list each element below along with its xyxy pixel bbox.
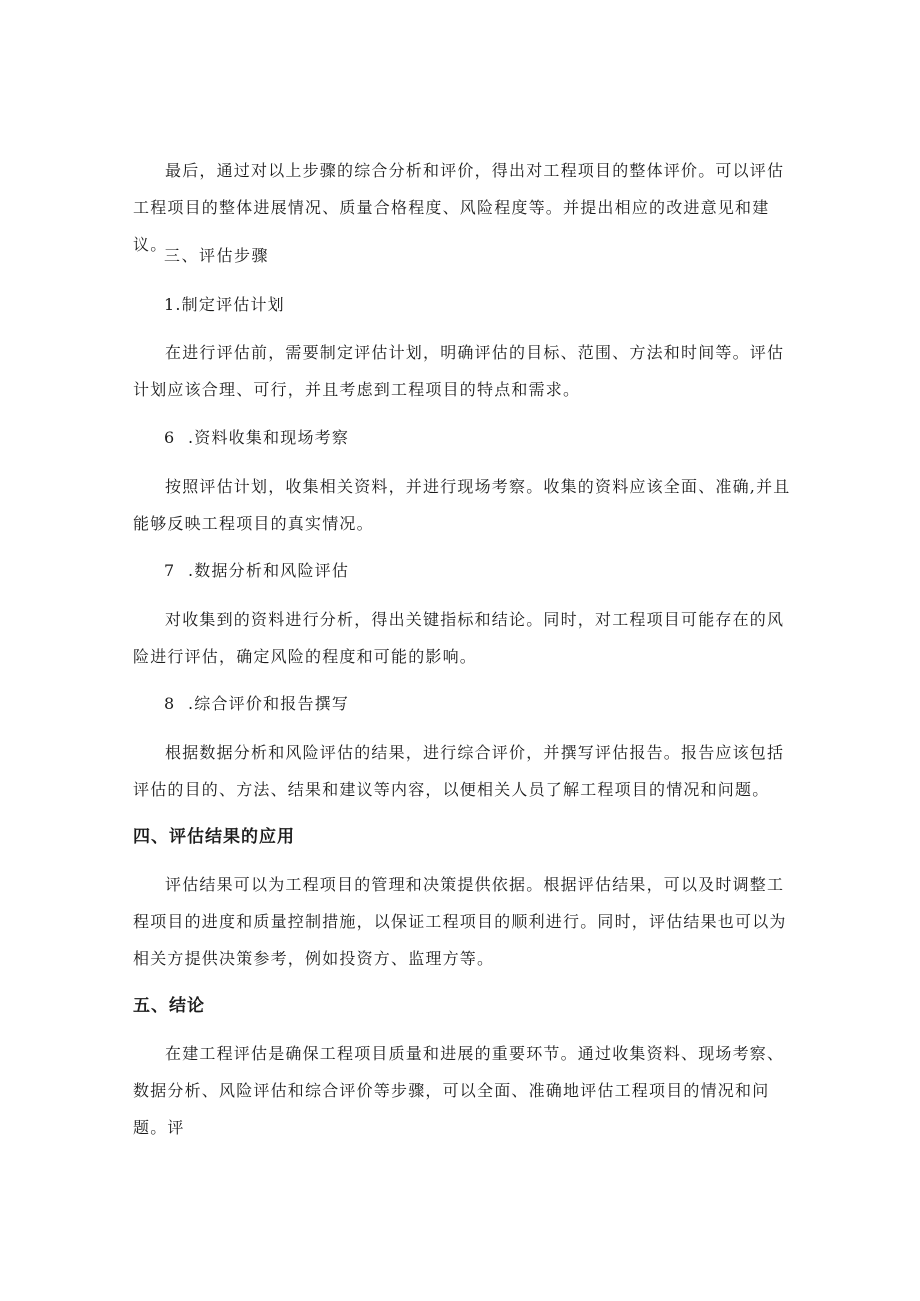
step-heading-plan <box>164 293 285 317</box>
step-title: .数据分析和风险评估 <box>188 561 350 580</box>
step-number: 8 <box>164 694 176 713</box>
paragraph-plan: 在进行评估前，需要制定评估计划，明确评估的目标、范围、方法和时间等。评估计划应该合理、可行，并且考虑到工程项目的特点和需求。 <box>133 343 785 399</box>
step-title: .综合评价和报告撰写 <box>188 694 350 713</box>
paragraph-data-collection: 按照评估计划，收集相关资料，并进行现场考察。收集的资料应该全面、准确,并且能够反映工程项目的真实情况。 <box>133 477 791 533</box>
step-number: 6 <box>164 428 176 447</box>
step-number: 1. <box>164 295 182 314</box>
step-title: 制定评估计划 <box>181 295 285 314</box>
step-heading-report <box>164 692 349 716</box>
step-number: 7 <box>164 561 176 580</box>
step-heading-risk-analysis <box>164 559 349 583</box>
step-heading-data-collection <box>164 426 349 450</box>
section-heading-conclusion: 五、结论 <box>133 996 205 1016</box>
step-title: .资料收集和现场考察 <box>188 428 350 447</box>
paragraph-risk-analysis: 对收集到的资料进行分析，得出关键指标和结论。同时，对工程项目可能存在的风险进行评估，确定风险的程度和可能的影响。 <box>133 610 785 666</box>
paragraph-overall-evaluation: 最后，通过对以上步骤的综合分析和评价，得出对工程项目的整体评价。可以评估工程项目的整体进展情况、质量合格程度、风险程度等。并提出相应的改进意见和建议。 <box>133 161 785 254</box>
section-heading-results-application: 四、评估结果的应用 <box>133 827 295 847</box>
section-heading-evaluation-steps: 三、评估步骤 <box>164 246 270 265</box>
paragraph-conclusion: 在建工程评估是确保工程项目质量和进展的重要环节。通过收集资料、现场考察、数据分析、风险评估和综合评价等步骤，可以全面、准确地评估工程项目的情况和问题。评 <box>133 1044 785 1137</box>
paragraph-report: 根据数据分析和风险评估的结果，进行综合评价，并撰写评估报告。报告应该包括评估的目的、方法、结果和建议等内容，以便相关人员了解工程项目的情况和问题。 <box>133 743 785 799</box>
paragraph-results-application: 评估结果可以为工程项目的管理和决策提供依据。根据评估结果，可以及时调整工程项目的进度和质量控制措施，以保证工程项目的顺利进行。同时，评估结果也可以为相关方提供决策参考，例如投资方、监理方等。 <box>133 875 787 968</box>
